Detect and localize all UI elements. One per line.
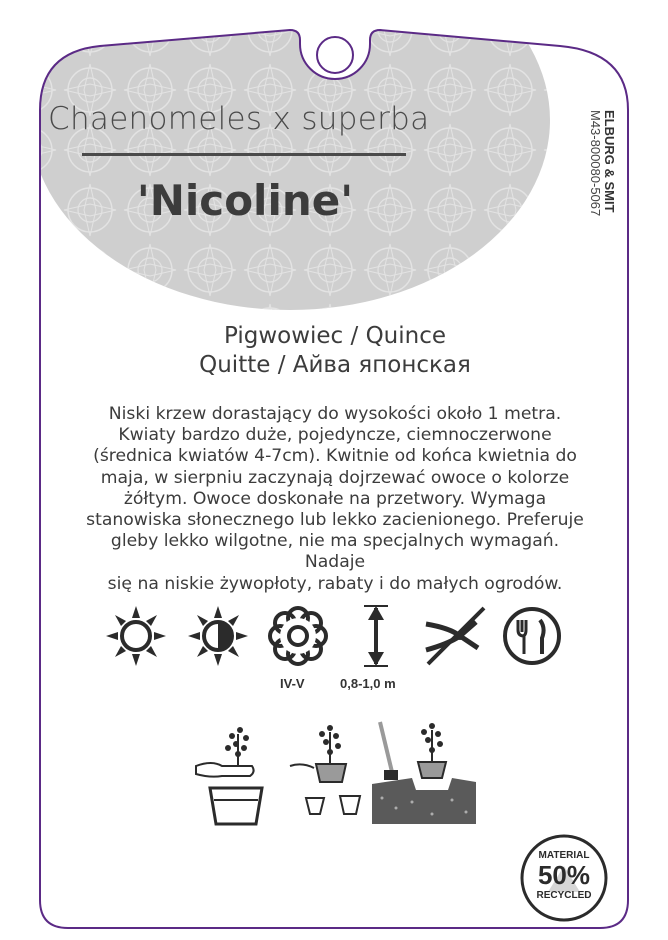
description-line: Niski krzew dorastający do wysokości około 1 metra. — [108, 404, 562, 424]
description-line: się na niskie żywopłoty, rabaty i do małych ogrodów. — [107, 573, 563, 594]
water-pot-icon — [192, 718, 278, 828]
flower-icon — [266, 604, 330, 668]
badge-material: MATERIAL — [538, 850, 590, 861]
badge-recycled: RECYCLED — [536, 890, 592, 901]
remove-pot-icon — [286, 718, 372, 828]
common-name-line-2: Quitte / Айва японская — [199, 352, 471, 378]
cultivar-name: 'Nicoline' — [136, 176, 354, 225]
description-line: Kwiaty bardzo duże, pojedyncze, ciemnoczerwone — [118, 425, 552, 446]
description-line: stanowiska słonecznego lub lekko zacienionego. Preferuje — [86, 510, 584, 531]
recycled-badge — [518, 832, 610, 924]
partial-shade-icon — [186, 604, 250, 668]
brand-vertical — [585, 108, 625, 248]
plant-in-soil-icon — [372, 718, 476, 828]
edible-icon — [500, 604, 564, 668]
description-line: (średnica kwiatów 4-7cm). Kwitnie od końca kwietnia do — [93, 446, 577, 467]
badge-percent: 50% — [537, 860, 591, 890]
title-divider — [82, 153, 406, 156]
description-line: maja, w sierpniu zaczynają dojrzewać owoce o kolorze — [100, 467, 570, 488]
plant-description — [80, 404, 590, 595]
description-line: gleby lekko wilgotne, nie ma specjalnych wymagań. Nadaje — [110, 531, 560, 573]
flowering-caption: IV-V — [280, 676, 305, 691]
description-line: żółtym. Owoce doskonałe na przetwory. Wymaga — [123, 488, 547, 509]
common-name-line-1: Pigwowiec / Quince — [223, 323, 447, 349]
no-pruning-icon — [420, 604, 490, 668]
common-names — [150, 322, 520, 380]
full-sun-icon — [104, 604, 168, 668]
latin-name: Chaenomeles x superba — [48, 101, 430, 137]
height-caption: 0,8-1,0 m — [340, 676, 396, 691]
hang-hole — [317, 37, 353, 73]
height-icon — [356, 604, 396, 668]
brand-name: ELBURG & SMIT — [602, 110, 617, 213]
brand-code: M43-800080-5067 — [588, 110, 603, 217]
